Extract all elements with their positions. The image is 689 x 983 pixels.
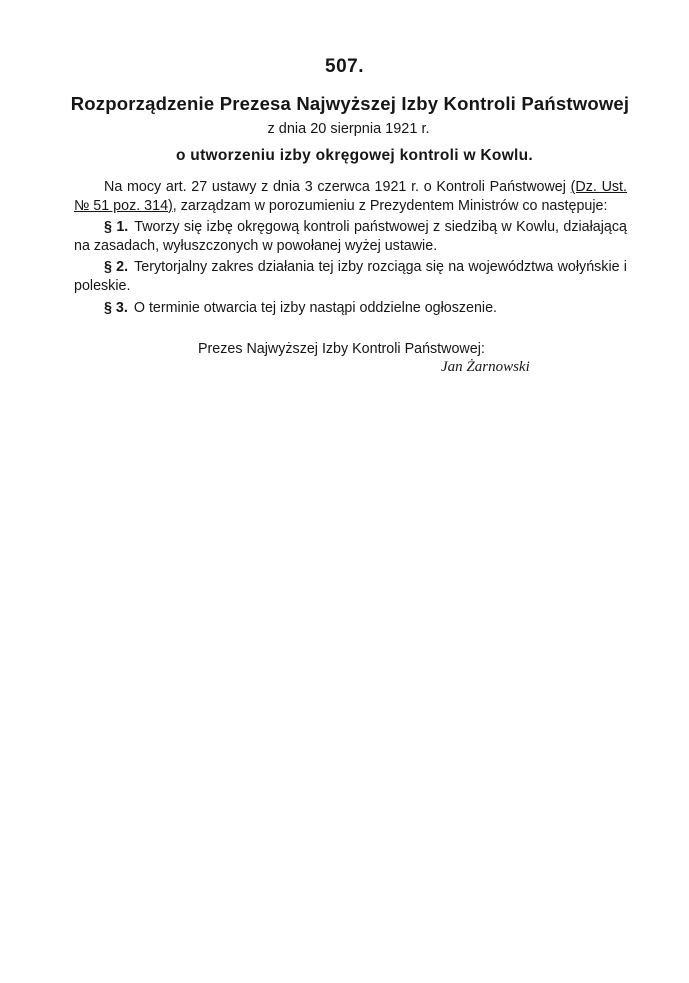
document-date: z dnia 20 sierpnia 1921 r. <box>267 121 430 137</box>
preamble-text-after: , zarządzam w porozumieniu z Prezydentem Ministrów co następuje: <box>172 197 608 214</box>
preamble-paragraph <box>74 178 627 215</box>
document-subject: o utworzeniu izby okręgowej kontroli w Kowlu. <box>175 147 534 164</box>
legal-reference: (Dz. Ust. № 51 poz. 314) <box>74 179 627 214</box>
document-number: 507. <box>325 56 364 77</box>
section-2-text: Terytorjalny zakres działania tej izby rozciąga się na województwa wołyńskie i poleskie. <box>74 259 627 294</box>
section-3-text: O terminie otwarcia tej izby nastąpi oddzielne ogłoszenie. <box>133 299 498 316</box>
signatory-line: Prezes Najwyższej Izby Kontroli Państwowej: <box>198 341 485 357</box>
section-2-mark: § 2. <box>104 259 129 276</box>
signature-name: Jan Żarnowski <box>441 359 530 375</box>
section-1-paragraph <box>74 218 627 255</box>
section-1-mark: § 1. <box>104 219 129 236</box>
document-body <box>74 178 627 320</box>
document-title: Rozporządzenie Prezesa Najwyższej Izby Kontroli Państwowej <box>70 93 630 114</box>
section-2-paragraph <box>74 258 627 295</box>
section-1-text: Tworzy się izbę okręgową kontroli państwowej z siedzibą w Kowlu, działającą na zasadach, wyłuszczonych w powołanej wyżej ustawie. <box>74 219 627 254</box>
preamble-text-before: Na mocy art. 27 ustawy z dnia 3 czerwca 1921 r. o Kontroli Państwowej <box>104 179 571 195</box>
section-3-paragraph <box>74 299 627 318</box>
section-3-mark: § 3. <box>104 299 128 316</box>
